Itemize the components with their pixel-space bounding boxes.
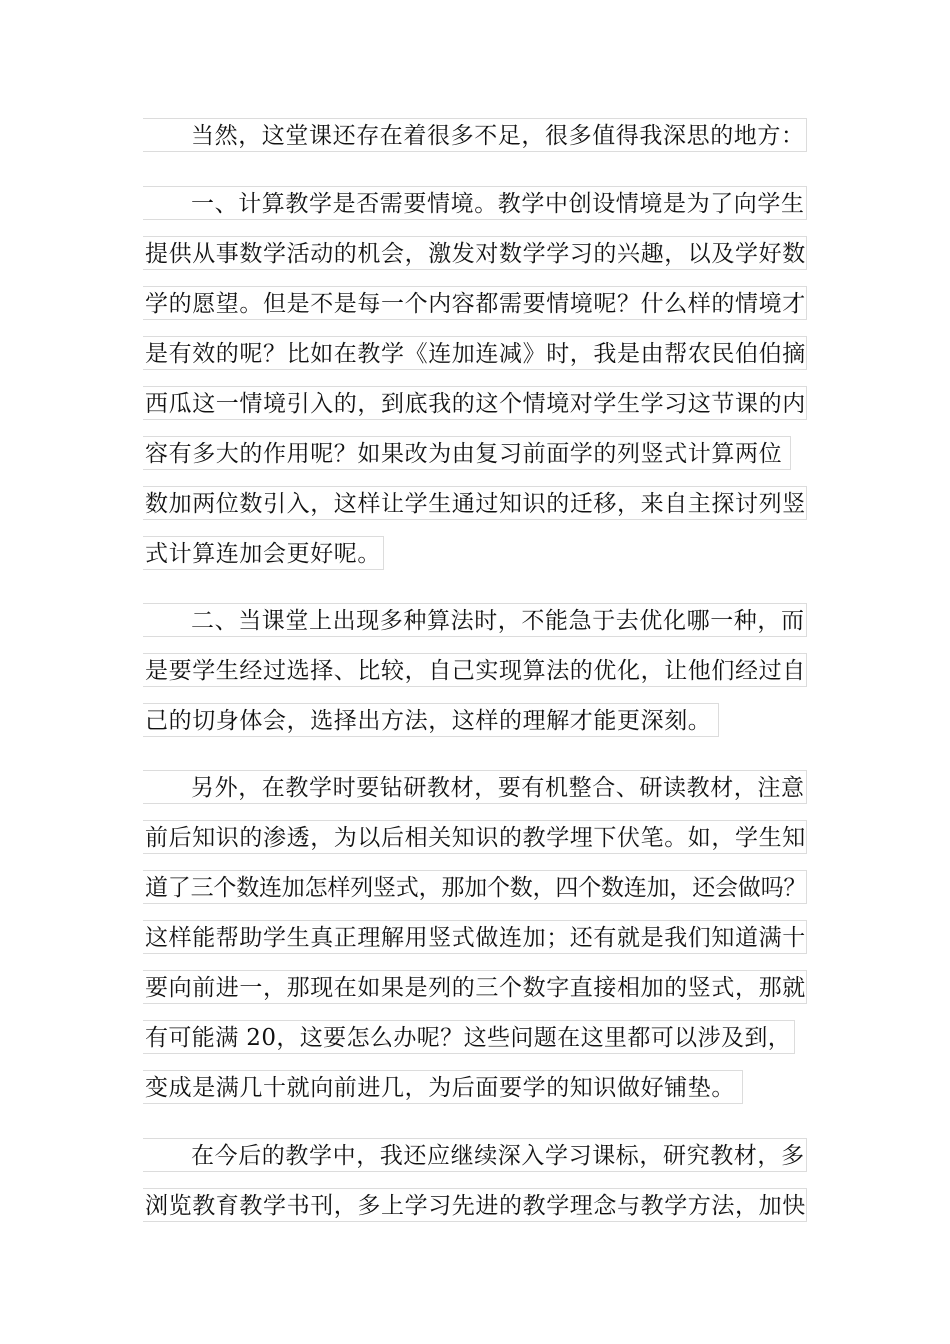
text-line: 当然，这堂课还存在着很多不足，很多值得我深思的地方： (143, 118, 807, 152)
text-line: 容有多大的作用呢？如果改为由复习前面学的列竖式计算两位 (143, 436, 791, 470)
text-line: 要向前进一，那现在如果是列的三个数字直接相加的竖式，那就 (143, 970, 807, 1004)
text-line: 另外，在教学时要钻研教材，要有机整合、研读教材，注意 (143, 770, 807, 804)
text-line: 这样能帮助学生真正理解用竖式做连加；还有就是我们知道满十 (143, 920, 807, 954)
text-line: 在今后的教学中，我还应继续深入学习课标，研究教材，多 (143, 1138, 807, 1172)
text-line: 西瓜这一情境引入的，到底我的这个情境对学生学习这节课的内 (143, 386, 807, 420)
text-line: 提供从事数学活动的机会，激发对数学学习的兴趣，以及学好数 (143, 236, 807, 270)
text-line: 有可能满 20，这要怎么办呢？这些问题在这里都可以涉及到， (143, 1020, 795, 1054)
text-line: 变成是满几十就向前进几，为后面要学的知识做好铺垫。 (143, 1070, 743, 1104)
text-line: 数加两位数引入，这样让学生通过知识的迁移，来自主探讨列竖 (143, 486, 807, 520)
text-line: 道了三个数连加怎样列竖式，那加个数，四个数连加，还会做吗？ (143, 870, 807, 904)
text-line: 式计算连加会更好呢。 (143, 536, 384, 570)
text-line: 学的愿望。但是不是每一个内容都需要情境呢？什么样的情境才 (143, 286, 807, 320)
text-line: 浏览教育教学书刊，多上学习先进的教学理念与教学方法，加快 (143, 1188, 807, 1222)
text-line: 二、当课堂上出现多种算法时，不能急于去优化哪一种，而 (143, 603, 807, 637)
text-line: 一、计算教学是否需要情境。教学中创设情境是为了向学生 (143, 186, 807, 220)
text-line: 是有效的呢？比如在教学《连加连减》时，我是由帮农民伯伯摘 (143, 336, 807, 370)
text-line: 前后知识的渗透，为以后相关知识的教学埋下伏笔。如，学生知 (143, 820, 807, 854)
text-line: 是要学生经过选择、比较，自己实现算法的优化，让他们经过自 (143, 653, 807, 687)
text-line: 己的切身体会，选择出方法，这样的理解才能更深刻。 (143, 703, 719, 737)
